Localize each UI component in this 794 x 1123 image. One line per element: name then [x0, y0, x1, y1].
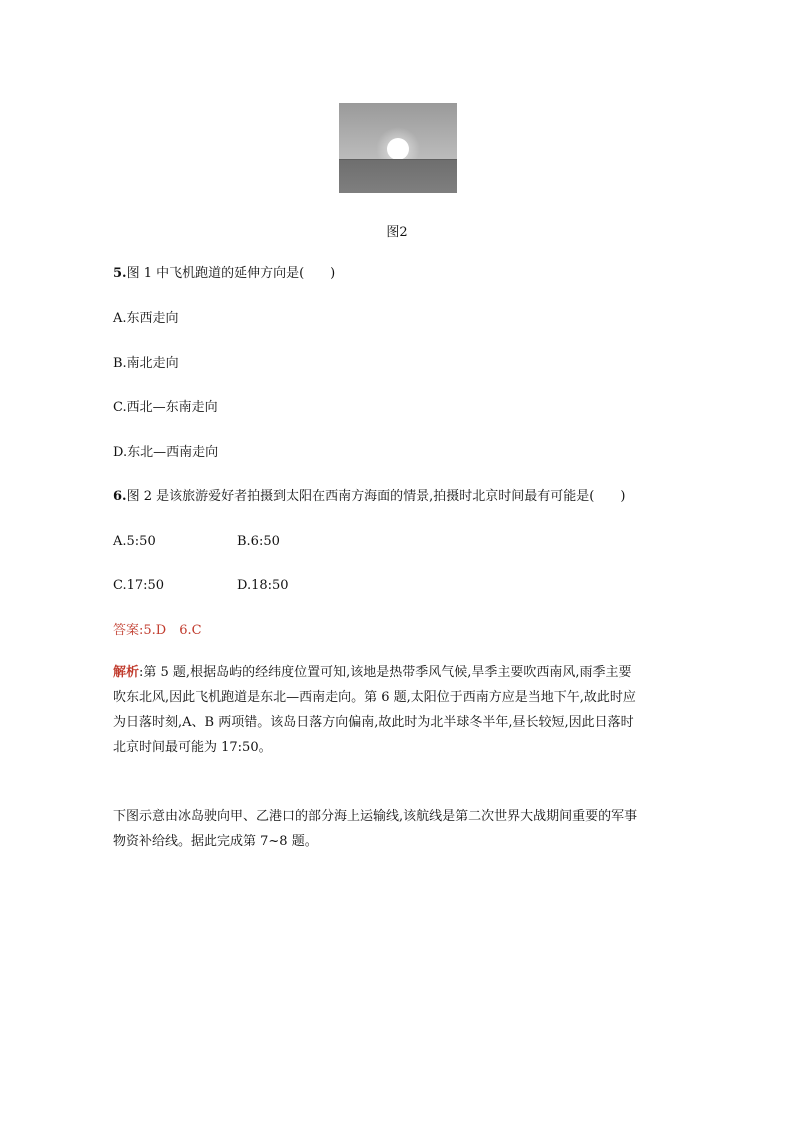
analysis-line-1: 解析:第 5 题,根据岛屿的经纬度位置可知,该地是热带季风气候,旱季主要吹西南风,雨季主要 — [113, 665, 632, 680]
intro-paragraph — [113, 804, 693, 854]
question-6 — [113, 488, 625, 506]
question-5-option-a: A.东西走向 — [113, 311, 179, 326]
question-6-option-d: D.18:50 — [237, 578, 289, 593]
question-5-option-b: B.南北走向 — [113, 356, 179, 371]
figure-caption: 图2 — [386, 225, 408, 240]
question-5-number: 5. — [113, 266, 127, 281]
question-6-text: 图 2 是该旅游爱好者拍摄到太阳在西南方海面的情景,拍摄时北京时间最有可能是( ) — [126, 489, 626, 504]
question-5 — [113, 265, 335, 283]
intro-line-2: 物资补给线。据此完成第 7~8 题。 — [113, 834, 318, 849]
answer-text: :5.D 6.C — [139, 623, 202, 638]
question-5-text: 图 1 中飞机跑道的延伸方向是( ) — [126, 266, 336, 281]
question-6-option-c: C.17:50 — [113, 578, 165, 593]
question-6-option-a: A.5:50 — [113, 534, 156, 549]
sunset-photo — [339, 103, 457, 193]
analysis-paragraph — [113, 660, 693, 760]
answer-line — [113, 622, 202, 640]
answer-label: 答案 — [113, 623, 140, 638]
intro-line-1: 下图示意由冰岛驶向甲、乙港口的部分海上运输线,该航线是第二次世界大战期间重要的军事 — [113, 809, 638, 824]
question-6-number: 6. — [113, 489, 127, 504]
analysis-line-3: 为日落时刻,A、B 两项错。该岛日落方向偏南,故此时为北半球冬半年,昼长较短,因此日落时 — [113, 715, 634, 730]
question-5-option-c: C.西北—东南走向 — [113, 400, 218, 415]
question-5-option-d: D.东北—西南走向 — [113, 445, 219, 460]
analysis-label: 解析 — [113, 665, 140, 680]
analysis-line-4: 北京时间最可能为 17:50。 — [113, 740, 272, 755]
analysis-line-2: 吹东北风,因此飞机跑道是东北—西南走向。第 6 题,太阳位于西南方应是当地下午,故此时应 — [113, 690, 636, 705]
question-6-option-b: B.6:50 — [237, 534, 280, 549]
